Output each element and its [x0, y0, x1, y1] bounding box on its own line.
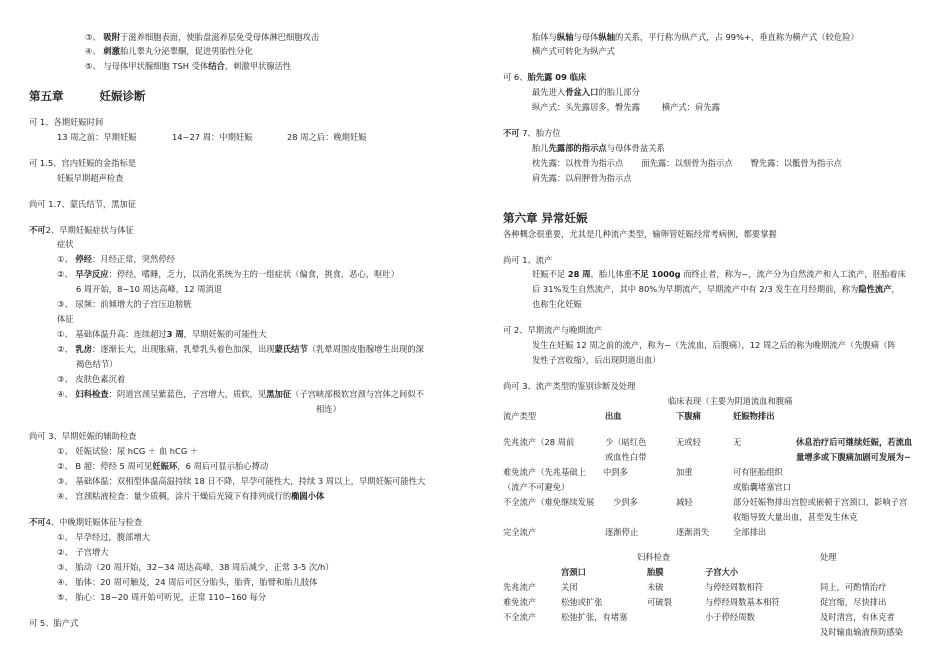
early-pregnancy: 13 周之前：早期妊娠 [57, 132, 137, 142]
abortion-line-1: 妊娠不足 28 周，胎儿体重不足 1000g 而终止者，称为~，流产分为自然流产和人工流产，胚胎着床 [532, 269, 906, 279]
table-cell: 无 [733, 437, 742, 447]
mid-late-4: ④、 胎体：20 周可触及，24 周后可区分胎头，胎背，胎臂和胎儿肢体 [57, 577, 318, 587]
symptom-2-cont: 6 周开始，8~10 周达高峰，12 周消退 [76, 284, 223, 294]
treatment-caption: 处理 [820, 552, 837, 562]
table2-cell: 同上，可酌情治疗 [820, 582, 887, 592]
section-7-title: 不可 7、胎方位 [503, 128, 561, 138]
table-cell: 或血性白带 [605, 452, 647, 462]
th-pain: 下腹痛 [676, 411, 701, 421]
symptom-1: ①、 停经：月经正常，突然停经 [57, 254, 175, 264]
late-pregnancy: 28 周之后：晚期妊娠 [287, 132, 367, 142]
chapter-6-title: 第六章 异常妊娠 [503, 211, 588, 225]
symptom-3: ③、 尿频：前倾增大的子宫压迫膀胱 [57, 299, 192, 309]
table2-cell: 及时清宫，有休克者 [820, 612, 895, 622]
symptom-2: ②、 早孕反应：停经，嗜睡，乏力，以消化系统为主的一组症状（偏食，挑食，恶心，呕吐） [57, 269, 399, 279]
th-expulsion: 妊娠物排出 [733, 411, 775, 421]
abortion-line-2: 后 31%发生自然流产，其中 80%为早期流产，早期流产中有 2/3 发生在月经期前，称为隐性流产， [532, 284, 900, 294]
position-def: 胎儿先露部的指示点与母体骨盆关系 [532, 143, 665, 153]
abortion-title: 尚可 1、流产 [503, 255, 553, 265]
clinical-caption: 临床表现（主要为阴道流血和腹痛 [668, 396, 793, 406]
section-1-7-title: 尚可 1.7、蒙氏结节，黑加征 [29, 199, 137, 209]
table2-cell: 促宫缩，尽快排出 [820, 597, 887, 607]
symptoms-label: 症状 [57, 239, 74, 249]
table2-cell: 未破 [647, 582, 664, 592]
table-cell: 逐渐消失 [676, 527, 710, 537]
aux-exam-1: ①、 妊娠试验：尿 hCG ＋ 血 hCG ＋ [57, 446, 199, 456]
hcg-function-3: ③、 吸附于滋养细胞表面，使胎盘滋养层免受母体淋巴细胞攻击 [85, 32, 320, 42]
fetal-lie-line-2: 横产式可转化为纵产式 [532, 46, 615, 56]
fetal-lie-line-1: 胎体与纵轴与母体纵轴的关系，平行称为纵产式，占 99%+，垂直称为横产式（较危险） [532, 32, 859, 42]
table-cell: 中到多 [603, 467, 628, 477]
aux-exam-4: ④、 宫颈粘液检查：量少质稠，涂片干燥后光镜下有排列成行的椭圆小体 [57, 491, 325, 501]
diff-diagnosis-title: 尚可 3、流产类型的鉴别诊断及处理 [503, 381, 636, 391]
table-cell: 逐渐停止 [605, 527, 639, 537]
table-row: （流产不可避免） [503, 482, 570, 492]
table-row: 难免流产（先兆基础上 [503, 467, 586, 477]
aux-exam-3: ③、 基础体温：双相型体温高温持续 18 日不降，早孕可能性大，持续 3 周以上，早期妊娠可能性大 [57, 476, 426, 486]
table2-cell: 松弛或扩张 [561, 597, 603, 607]
sign-1: ①、 基础体温升高：连续超过3 周，早期妊娠的可能性大 [57, 329, 267, 339]
section-1-title: 可 1、各期妊娠时间 [29, 117, 104, 127]
position-types: 枕先露：以枕骨为指示点 面先露：以刻骨为指示点 臀先露：以骶骨为指示点 [532, 158, 842, 168]
table2-cell: 关闭 [561, 582, 578, 592]
table2-row: 先兆流产 [503, 582, 537, 592]
mid-late-2: ②、 子宫增大 [57, 547, 109, 557]
table-row: 完全流产 [503, 527, 537, 537]
mid-late-1: ①、 早孕经过，腹部增大 [57, 532, 151, 542]
mid-late-3: ③、 胎动（20 周开始，32~34 周达高峰，38 周后减少，正常 3-5 次/h） [57, 562, 334, 572]
section-5-title: 可 5、胎产式 [29, 618, 79, 628]
table2-cell: 与停经周数相符 [705, 582, 764, 592]
section-6-title: 可 6、胎先露 09 临床 [503, 72, 587, 82]
table-cell: 收缩导致大量出血，甚至发生休克 [733, 512, 858, 522]
hcg-function-4: ④、 刺激胎儿睾丸分泌睾酮，促进男胎性分化 [85, 46, 253, 56]
mid-late-5: ⑤、 胎心：18~20 周开始可听见，正常 110~160 每分 [57, 592, 267, 602]
table-cell: 少到多 [613, 497, 638, 507]
section-2-title: 不可2、早期妊娠症状与体征 [29, 225, 134, 235]
table2-cell: 及时输血输液预防感染 [820, 627, 903, 637]
table2-row: 难免流产 [503, 597, 537, 607]
hcg-function-5: ⑤、 与母体甲状腺细胞 TSH 受体结合，刺激甲状腺活性 [85, 61, 292, 71]
table-cell: 无或轻 [676, 437, 701, 447]
section-1-5-body: 妊娠早期超声检查 [57, 173, 124, 183]
table-cell: 少（暗红色 [605, 437, 647, 447]
chapter-5-title: 第五章 妊娠诊断 [29, 89, 146, 103]
aux-exam-2: ②、 B 超：停经 5 周可见妊娠环，6 周后可显示胎心搏动 [57, 461, 269, 471]
th-type: 流产类型 [503, 411, 537, 421]
table2-cell: 松弛扩张，有堵塞 [561, 612, 628, 622]
th2-cervix: 宫颈口 [561, 567, 586, 577]
table-cell: 部分妊娠物排出宫腔或嵌顿于宫颈口，影响子宫 [733, 497, 908, 507]
table-cell: 减轻 [676, 497, 693, 507]
sign-4-cont: 相连） [316, 404, 341, 414]
table2-cell: 可破裂 [647, 597, 672, 607]
sign-3: ③、 皮肤色素沉着 [57, 374, 126, 384]
signs-label: 体征 [57, 314, 74, 324]
table-cell: 全部排出 [733, 527, 767, 537]
early-late-line-2: 发性子宫收缩），后出现阴道出血） [532, 355, 661, 365]
section-1-5-title: 可 1.5、宫内妊娠的金指标是 [29, 158, 137, 168]
table2-row: 不全流产 [503, 612, 537, 622]
table-cell: 加重 [676, 467, 693, 477]
abortion-line-3: 也称生化妊娠 [532, 299, 582, 309]
table-cell: 量增多或下腹痛加剧可发展为~ [796, 452, 911, 462]
sign-2: ②、 乳房：逐渐长大，出现胀痛，乳晕乳头着色加深，出现蒙氏结节（乳晕周围皮脂腺增生出现的深 [57, 344, 424, 354]
mid-pregnancy: 14~27 周：中期妊娠 [172, 132, 253, 142]
sign-4: ④、 妇科检查：阴道宫颈呈紫蓝色，子宫增大，质软，见黑加征（子宫峡部极软宫颈与宫体之间似不 [57, 389, 424, 399]
table-cell: 可有胚胎组织 [733, 467, 783, 477]
position-shoulder: 肩先露：以肩胛骨为指示点 [532, 173, 632, 183]
table-row: 不全流产（难免继续发展 [503, 497, 595, 507]
th-bleeding: 出血 [605, 411, 622, 421]
section-3-title: 尚可 3、早期妊娠的辅助检查 [29, 431, 137, 441]
th2-membrane: 胎膜 [647, 567, 664, 577]
gyn-exam-caption: 妇科检查 [637, 552, 671, 562]
table2-cell: 与停经周数基本相符 [705, 597, 780, 607]
sign-2-cont: 褐色结节） [76, 359, 118, 369]
table-cell: 休息治疗后可继续妊娠，若流血 [796, 437, 913, 447]
early-late-line-1: 发生在妊娠 12 周之前的流产，称为~（先流血，后腹痛），12 周之后的称为晚期流产（先腹痛（阵 [532, 340, 896, 350]
table2-cell: 小于停经周数 [705, 612, 755, 622]
early-late-abortion-title: 可 2、早期流产与晚期流产 [503, 325, 603, 335]
section-4-title: 不可4、中晚期妊娠体征与检查 [29, 517, 143, 527]
chapter-6-intro: 各种概念很重要，尤其是几种流产类型，输卵管妊娠经常考病例，都要掌握 [503, 229, 777, 239]
th2-uterus: 子宫大小 [705, 567, 739, 577]
presentation-def: 最先进入骨盆入口的胎儿部分 [532, 87, 640, 97]
table-cell: 或胎囊堵塞宫口 [733, 482, 792, 492]
table-row: 先兆流产（28 周前 [503, 437, 575, 447]
presentation-types: 纵产式：头先露居多，臀先露 横产式：肩先露 [532, 102, 720, 112]
